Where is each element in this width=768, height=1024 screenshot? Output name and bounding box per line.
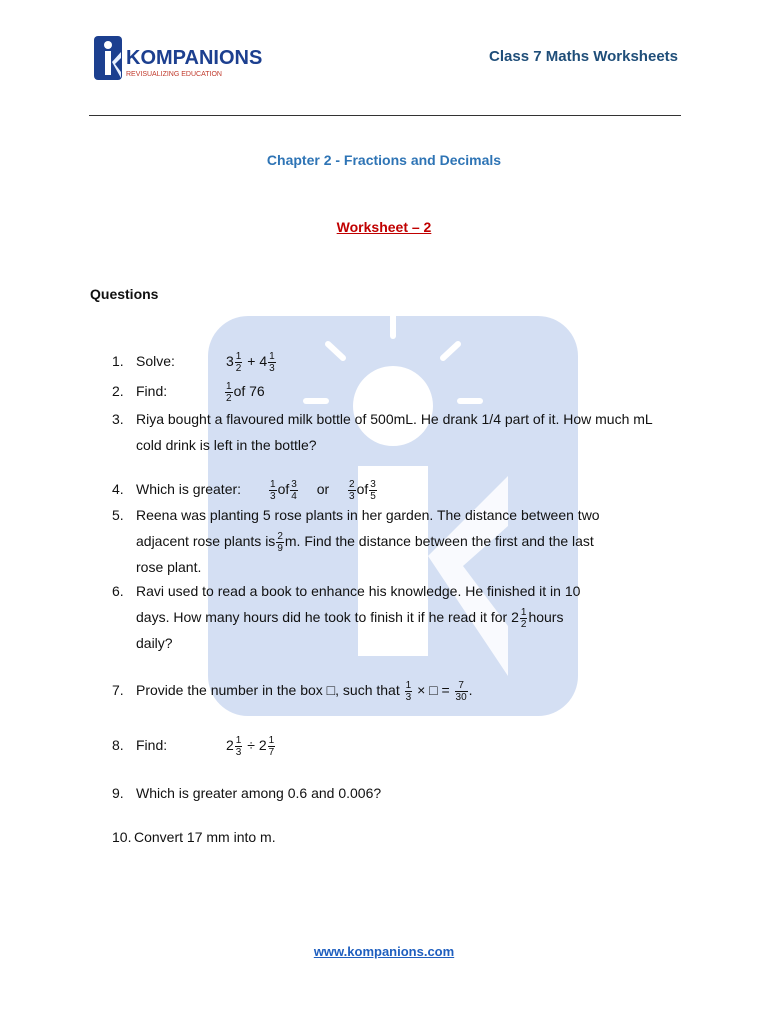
question-number: 10.: [112, 829, 132, 845]
question-6: [0, 578, 768, 658]
question-number: 3.: [112, 411, 124, 427]
question-label: Find:: [136, 737, 168, 753]
question-line: rose plant.: [136, 559, 202, 575]
question-2: [0, 378, 768, 406]
question-number: 8.: [112, 737, 124, 753]
comparison-expression: $\frac{1}{3}$ of $\frac{3}{4}$ or $\frac{2}{3}$ of $\frac{3}{5}$: [270, 478, 376, 502]
fraction-of-expression: $\frac{1}{2}$ of 76: [226, 380, 265, 404]
question-9: [0, 780, 768, 808]
question-10: [0, 824, 768, 852]
mixed-sum-expression: 3 $\frac{1}{2}$ + 4 $\frac{1}{3}$: [226, 350, 275, 374]
footer-link[interactable]: www.kompanions.com: [313, 944, 455, 959]
question-number: 9.: [112, 785, 124, 801]
question-number: 1.: [112, 353, 124, 369]
chapter-title: Chapter 2 - Fractions and Decimals: [266, 152, 502, 168]
question-text: Convert 17 mm into m.: [134, 829, 276, 845]
questions-heading: Questions: [90, 286, 159, 302]
question-line: Ravi used to read a book to enhance his knowledge. He finished it in 10: [136, 583, 581, 599]
mixed-division-expression: 2 $\frac{1}{3}$ ÷ 2 $\frac{1}{7}$: [226, 734, 275, 758]
question-7: [0, 677, 768, 707]
question-line: days. How many hours did he took to finish it if he read it for 2 $\frac{1}{2}$ hours: [136, 606, 564, 630]
question-text: Riya bought a flavoured milk bottle of 500mL. He drank 1/4 part of it. How much mL cold drink is left in the bottle?: [136, 411, 653, 453]
logo-tagline: REVISUALIZING EDUCATION: [126, 71, 222, 78]
question-5: [0, 502, 768, 582]
question-label: Which is greater:: [136, 481, 242, 497]
kompanions-logo: [94, 34, 264, 84]
question-3: [0, 406, 768, 462]
question-label: Find:: [136, 383, 168, 399]
question-8: [0, 732, 768, 762]
question-line: Provide the number in the box □, such that $\frac{1}{3}$ × □ = $\frac{7}{30}$ .: [136, 679, 473, 703]
question-line: Reena was planting 5 rose plants in her garden. The distance between two: [136, 507, 600, 523]
question-4: [0, 476, 768, 504]
question-1: [0, 348, 768, 376]
question-text: Which is greater among 0.6 and 0.006?: [136, 785, 382, 801]
question-line: daily?: [136, 635, 173, 651]
question-number: 4.: [112, 481, 124, 497]
header-divider: [89, 115, 681, 116]
question-label: Solve:: [136, 353, 175, 369]
question-number: 7.: [112, 682, 124, 698]
header-title: Class 7 Maths Worksheets: [489, 48, 678, 65]
question-number: 2.: [112, 383, 124, 399]
question-line: adjacent rose plants is $\frac{2}{9}$ m. Find the distance between the first and the last: [136, 530, 594, 554]
question-number: 6.: [112, 583, 124, 599]
logo-text: KOMPANIONS: [126, 47, 263, 69]
question-number: 5.: [112, 507, 124, 523]
worksheet-title: Worksheet – 2: [336, 219, 432, 235]
